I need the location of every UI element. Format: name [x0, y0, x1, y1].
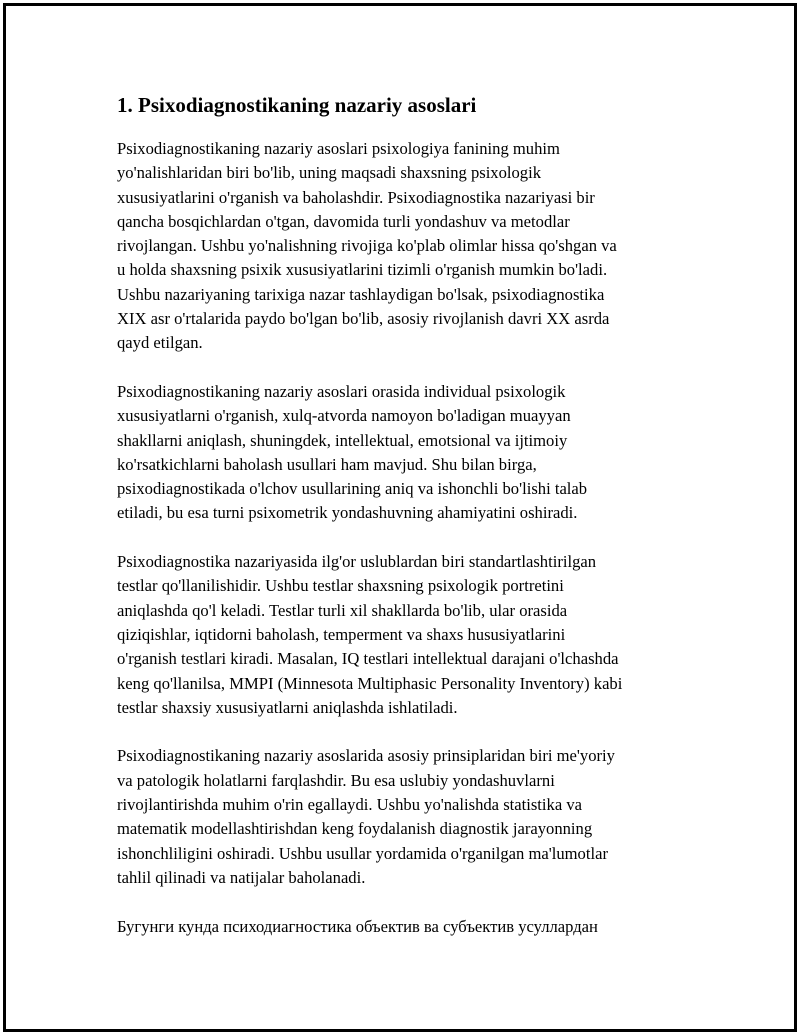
paragraph-3: Psixodiagnostika nazariyasida ilg'or uslublardan biri standartlashtirilgan testlar qo'llanilishidir. Ushbu testlar shaxsning psixologik portretini aniqlashda qo'l keladi. Testlar turli xil shakllarda bo'lib, ular orasida qiziqishlar, iqtidorni baholash, temperment va shaxs hususiyatlarini o'rganish testlari kiradi. Masalan, IQ testlari intellektual darajani o'lchashda keng qo'llanilsa, MMPI (Minnesota Multiphasic Personality Inventory) kabi testlar shaxsiy xususiyatlarni aniqlashda ishlatiladi. [117, 552, 623, 717]
paragraph-5: Бугунги кунда психодиагностика объектив ва субъектив усуллардан [117, 916, 598, 936]
section-heading: 1. Psixodiagnostikaning nazariy asoslari [117, 93, 477, 117]
paragraph-2: Psixodiagnostikaning nazariy asoslari orasida individual psixologik xususiyatlarni o'rganish, xulq-atvorda namoyon bo'ladigan muayyan shakllarni aniqlash, shuningdek, intellektual, emotsional va ijtimoiy ko'rsatkichlarni baholash usullari ham mavjud. Shu bilan birga, psixodiagnostikada o'lchov usullarining aniq va ishonchli bo'lishi talab etiladi, bu esa turni psixometrik yondashuvning ahamiyatini oshiradi. [117, 381, 588, 523]
paragraph-4: Psixodiagnostikaning nazariy asoslarida asosiy prinsiplaridan biri me'yoriy va patologik holatlarni farqlashdir. Bu esa uslubiy yondashuvlarni rivojlantirishda muhim o'rin egallaydi. Ushbu yo'nalishda statistika va matematik modellashtirishdan keng foydalanish diagnostik jarayonning ishonchliligini oshiradi. Ushbu usullar yordamida o'rganilgan ma'lumotlar tahlil qilinadi va natijalar baholanadi. [117, 746, 615, 887]
paragraph-1: Psixodiagnostikaning nazariy asoslari psixologiya fanining muhim yo'nalishlaridan biri bo'lib, uning maqsadi shaxsning psixologik xususiyatlarini o'rganish va baholashdir. Psixodiagnostika nazariyasi bir qancha bosqichlardan o'tgan, davomida turli yondashuv va metodlar rivojlangan. Ushbu yo'nalishning rivojiga ko'plab olimlar hissa qo'shgan va u holda shaxsning psixik xususiyatlarini tizimli o'rganish mumkin bo'ladi. Ushbu nazariyaning tarixiga nazar tashlaydigan bo'lsak, psixodiagnostika XIX asr o'rtalarida paydo bo'lgan bo'lib, asosiy rivojlanish davri XX asrda qayd etilgan. [117, 139, 617, 353]
document-body [117, 91, 683, 963]
